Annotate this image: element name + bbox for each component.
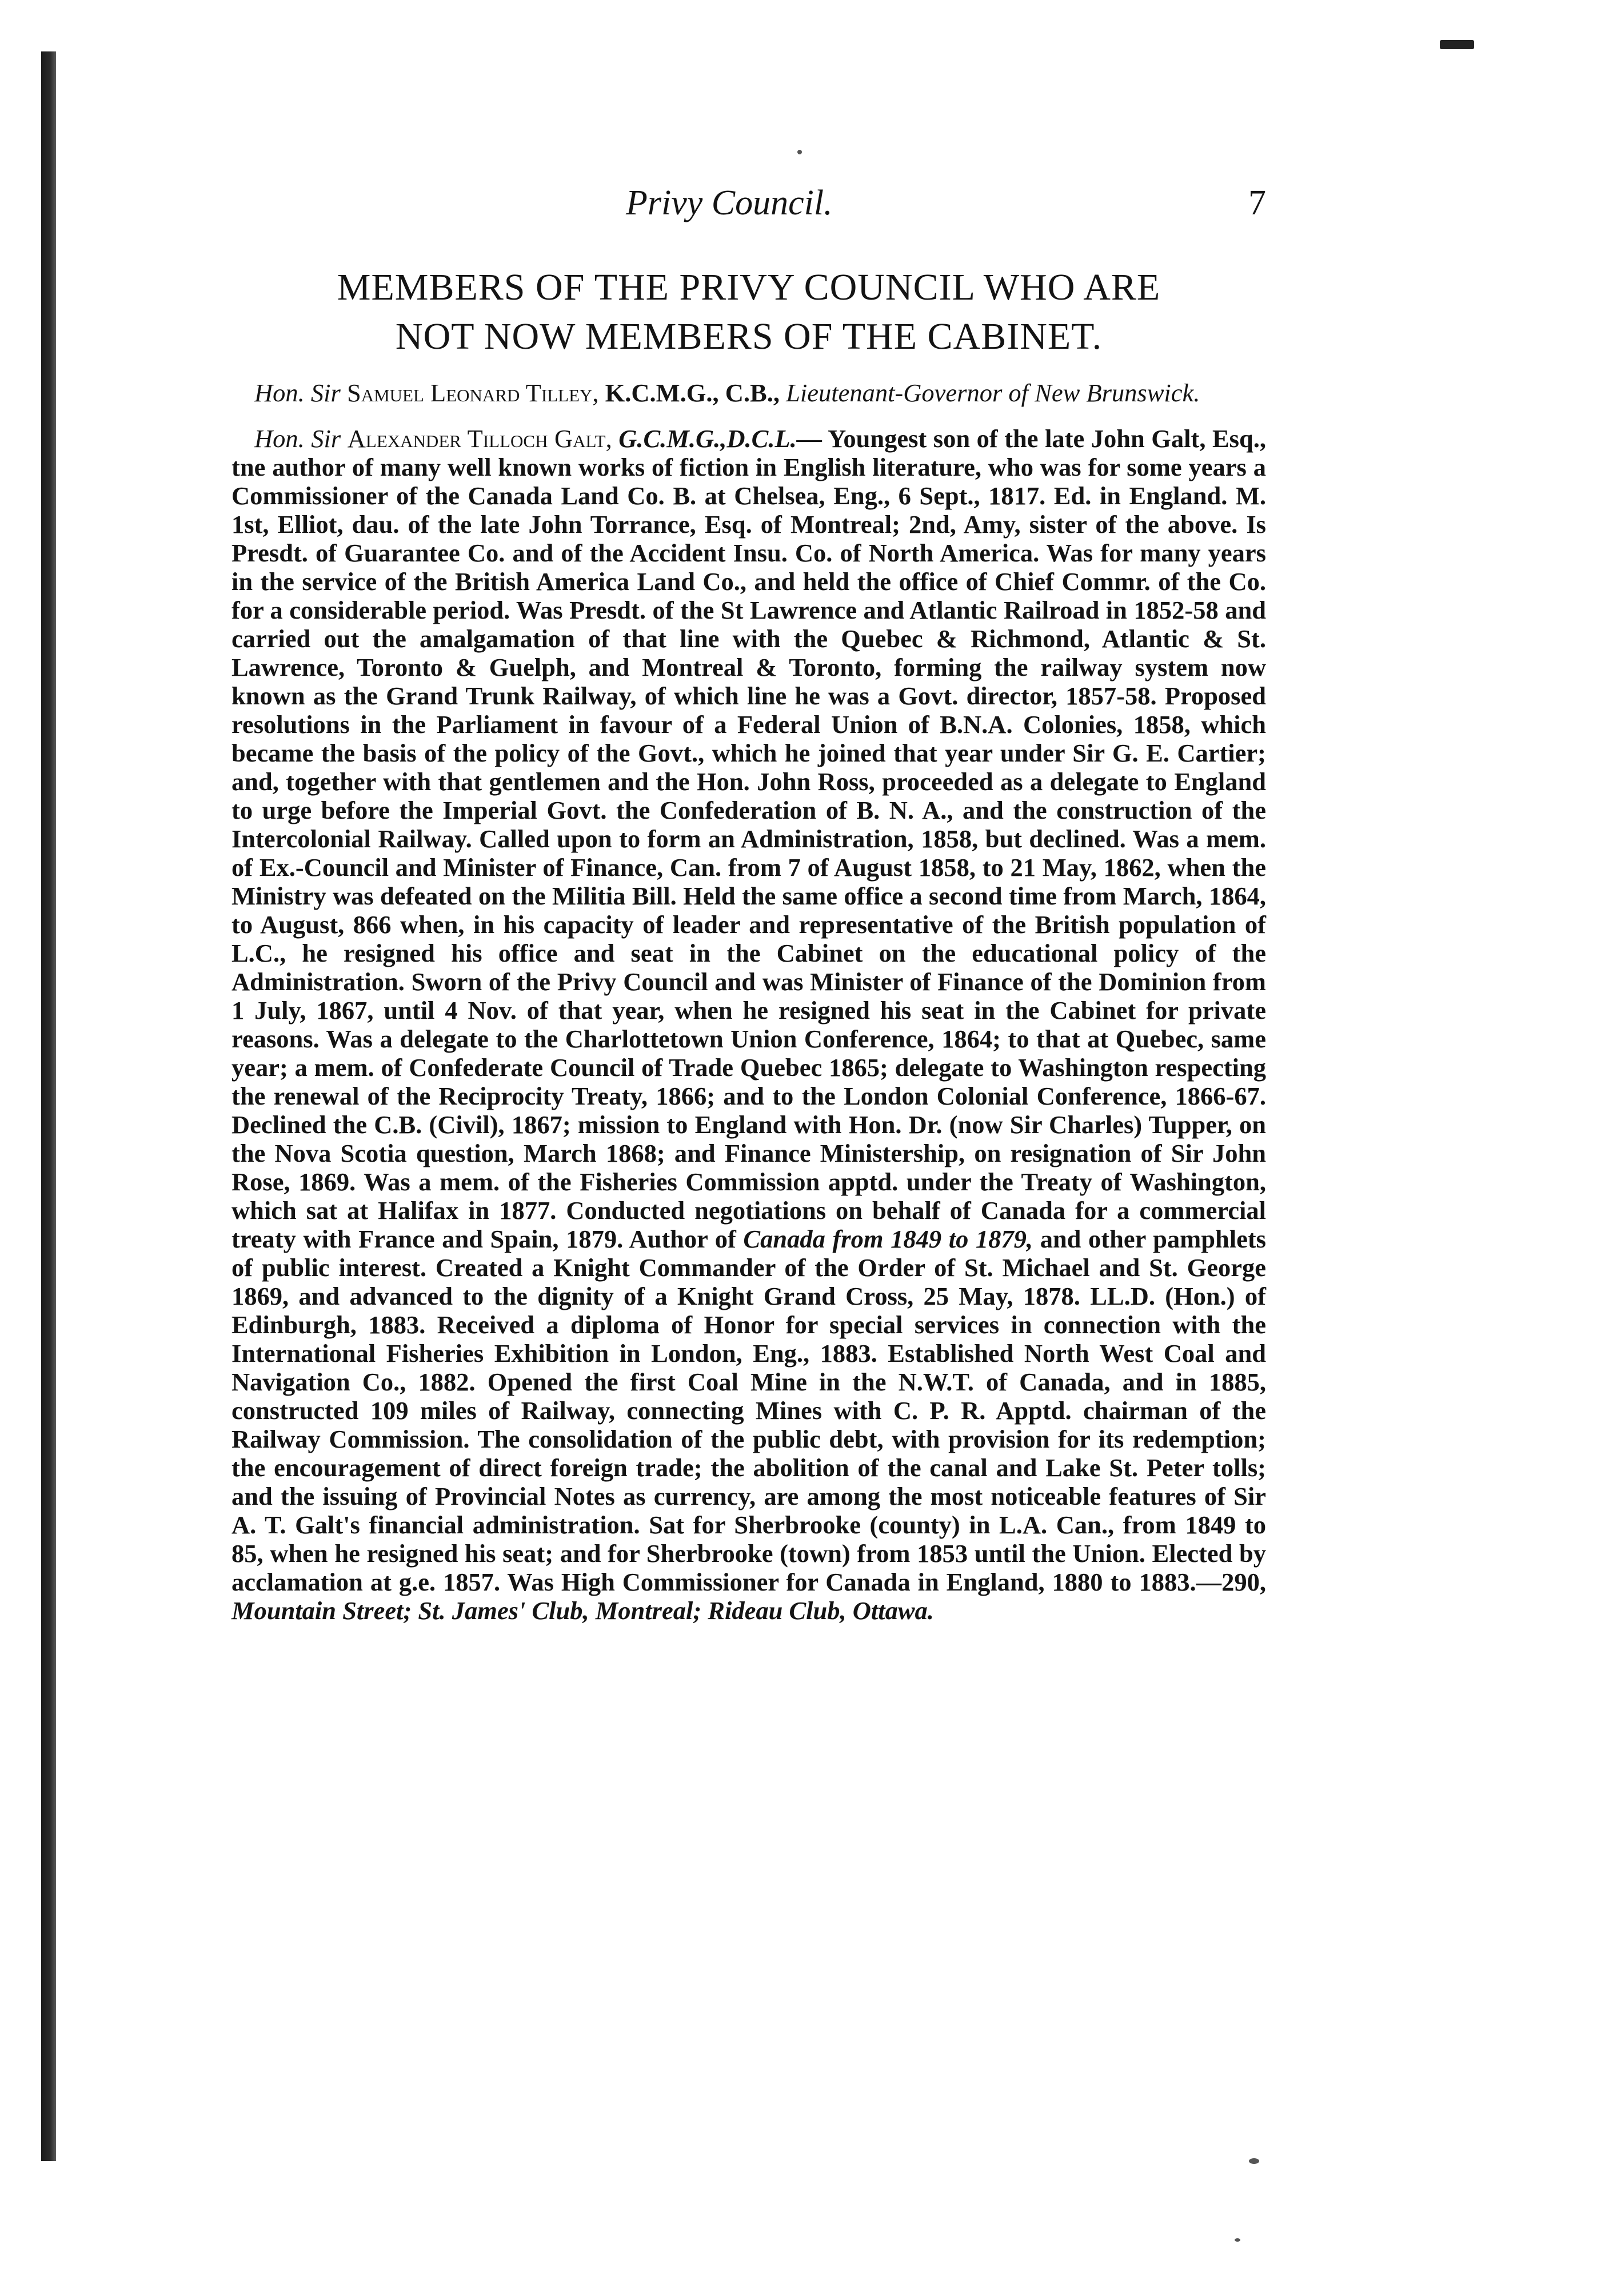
section-heading-line-1: MEMBERS OF THE PRIVY COUNCIL WHO ARE [337,266,1161,308]
section-heading [231,263,1266,361]
running-head-title: Privy Council. [626,184,833,222]
entry-galt-biography-part-2: and other pamphlets of public interest. Created a Knight Commander of the Order of St. Michael and St. George 1869, and advanced to the dignity of a Knight Grand Cross, 25 May, 1878. LL.D. (Hon.) of Edinburgh, 1883. Received a diploma of Honor for special services in connection with the International Fisheries Exhibition in London, Eng., 1883. Established North West Coal and Navigation Co., 1882. Opened the first Coal Mine in the N.W.T. of Canada, and in 1885, constructed 109 miles of Railway, connecting Mines with C. P. R. Apptd. chairman of the Railway Commission. The consolidation of the public debt, with provision for its redemption; the encouragement of direct foreign trade; the abolition of the canal and Lake St. Peter tolls; and the issuing of Provincial Notes as currency, are among the most noticeable features of Sir A. T. Galt's financial administration. Sat for Sherbrooke (county) in L.A. Can., from 1849 to 85, when he resigned his seat; and for Sherbrooke (town) from 1853 until the Union. Elected by acclamation at g.e. 1857. Was High Commissioner for Canada in England, 1880 to 1883.—290, [231,1225,1267,1596]
scan-edge-shadow [41,51,56,2161]
entry-tilley [231,378,1266,407]
running-head [231,183,1266,229]
entry-galt-name: Alexander Tilloch Galt, [347,424,612,453]
entry-tilley-name: Samuel Leonard Tilley, [346,378,599,407]
entry-galt-paragraph [231,424,1266,1625]
entry-galt [231,424,1266,1625]
scan-speck [797,150,802,154]
entry-galt-address: Mountain Street; St. James' Club, Montreal; Rideau Club, Ottawa. [231,1596,934,1625]
entry-tilley-paragraph [231,378,1266,407]
document-page [231,183,1266,1625]
entry-tilley-prefix: Hon. Sir [254,378,341,407]
section-heading-line-2: NOT NOW MEMBERS OF THE CABINET. [395,316,1103,357]
entry-galt-biography-part-1: Youngest son of the late John Galt, Esq., tne author of many well known works of fiction in English literature, who was for some years a Commissioner of the Canada Land Co. B. at Chelsea, Eng., 6 Sept., 1817. Ed. in England. M. 1st, Elliot, dau. of the late John Torrance, Esq. of Montreal; 2nd, Amy, sister of the above. Is Presdt. of Guarantee Co. and of the Accident Insu. Co. of North America. Was for many years in the service of the British America Land Co., and held the office of Chief Commr. of the Co. for a considerable period. Was Presdt. of the St Lawrence and Atlantic Railroad in 1852-58 and carried out the amalgamation of that line with the Quebec & Richmond, Atlantic & St. Lawrence, Toronto & Guelph, and Montreal & Toronto, forming the railway system now known as the Grand Trunk Railway, of which line he was a Govt. director, 1857-58. Proposed resolutions in the Parliament in favour of a Federal Union of B.N.A. Colonies, 1858, which became the basis of the policy of the Govt., which he joined that year under Sir G. E. Cartier; and, together with that gentlemen and the Hon. John Ross, proceeded as a delegate to England to urge before the Imperial Govt. the Confederation of B. N. A., and the construction of the Intercolonial Railway. Called upon to form an Administration, 1858, but declined. Was a mem. of Ex.-Council and Minister of Finance, Can. from 7 of August 1858, to 21 May, 1862, when the Ministry was defeated on the Militia Bill. Held the same office a second time from March, 1864, to August, 866 when, in his capacity of leader and representative of the British population of L.C., he resigned his office and seat in the Cabinet on the educational policy of the Administration. Sworn of the Privy Council and was Minister of Finance of the Dominion from 1 July, 1867, until 4 Nov. of that year, when he resigned his seat in the Cabinet for private reasons. Was a delegate to the Charlottetown Union Conference, 1864; to that at Quebec, same year; a mem. of Confederate Council of Trade Quebec 1865; delegate to Washington respecting the renewal of the Reciprocity Treaty, 1866; and to the London Colonial Conference, 1866-67. Declined the C.B. (Civil), 1867; mission to England with Hon. Dr. (now Sir Charles) Tupper, on the Nova Scotia question, March 1868; and Finance Ministership, on resignation of Sir John Rose, 1869. Was a mem. of the Fisheries Commission apptd. under the Treaty of Washington, which sat at Halifax in 1877. Conducted negotiations on behalf of Canada for a commercial treaty with France and Spain, 1879. Author of [231,424,1267,1253]
scan-corner-mark [1440,40,1474,49]
entry-tilley-honours: K.C.M.G., C.B., [605,378,780,407]
entry-tilley-office: Lieutenant-Governor of New Brunswick. [786,378,1200,407]
entry-galt-honours: G.C.M.G.,D.C.L.— [618,424,823,453]
page-number: 7 [1248,184,1266,222]
scan-speck [1235,2238,1240,2242]
scan-speck [1249,2158,1259,2164]
entry-galt-prefix: Hon. Sir [254,424,341,453]
entry-galt-book-title: Canada from 1849 to 1879, [743,1225,1033,1253]
